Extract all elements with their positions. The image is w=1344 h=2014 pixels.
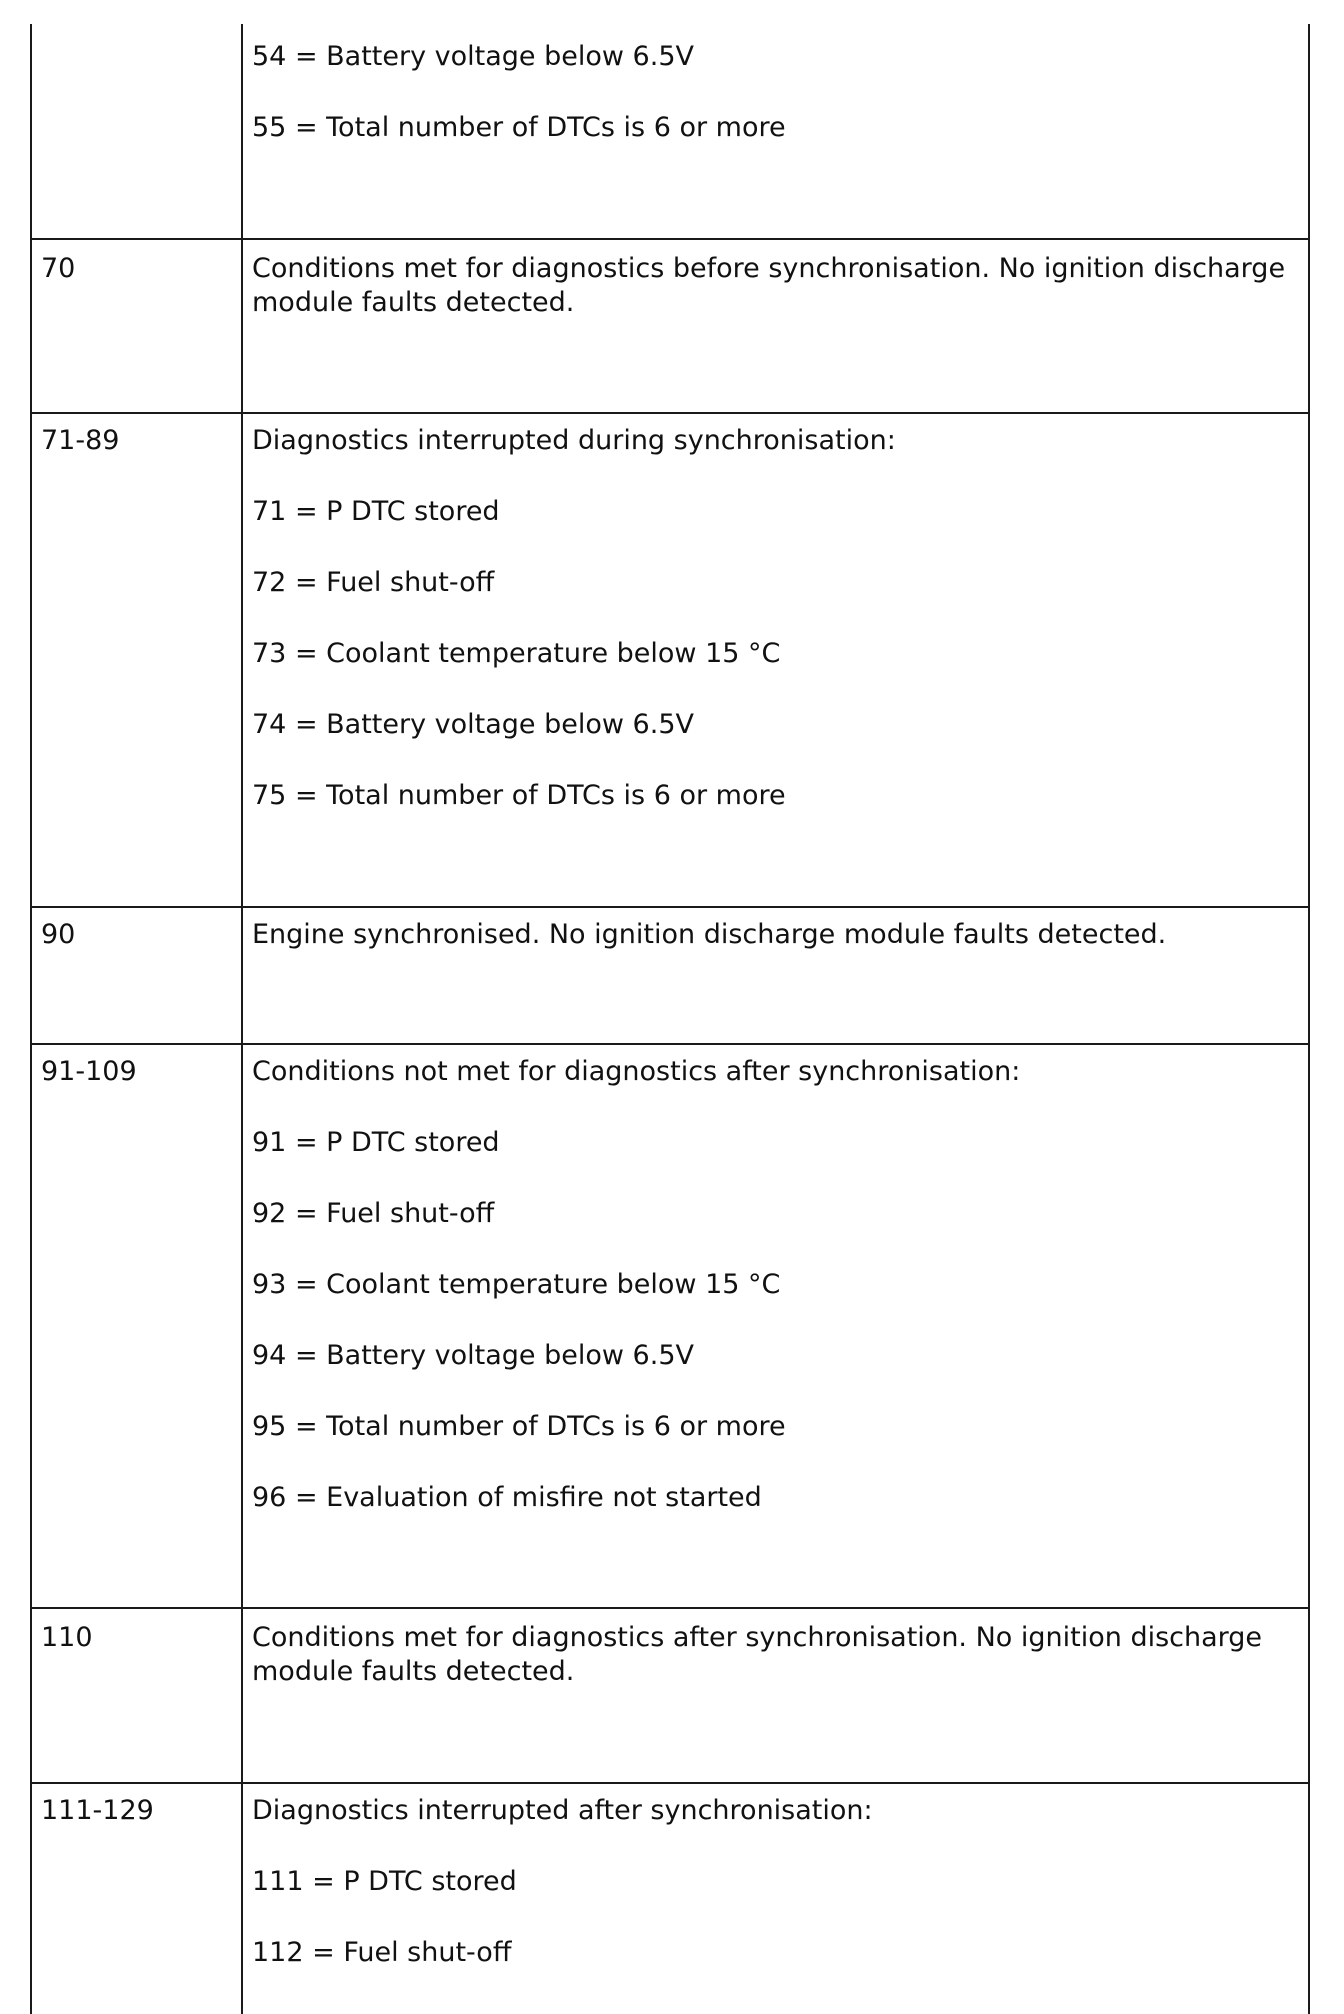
code-value: 110 xyxy=(41,1622,93,1653)
description-line: 54 = Battery voltage below 6.5V xyxy=(252,41,694,72)
description-line: 94 = Battery voltage below 6.5V xyxy=(252,1340,694,1371)
description-line: 71 = P DTC stored xyxy=(252,496,500,527)
code-value: 111-129 xyxy=(41,1795,154,1826)
description-line: 73 = Coolant temperature below 15 °C xyxy=(252,638,781,669)
description-cell xyxy=(242,413,1309,907)
description-line: Conditions met for diagnostics after synchronisation. No ignition discharge module faults detected. xyxy=(252,1622,1263,1687)
description-cell xyxy=(242,24,1309,239)
description-line: Conditions not met for diagnostics after synchronisation: xyxy=(252,1056,1021,1087)
code-cell xyxy=(31,239,242,413)
description-cell xyxy=(242,239,1309,413)
description-line: 111 = P DTC stored xyxy=(252,1866,517,1897)
description-line: 72 = Fuel shut-off xyxy=(252,567,495,598)
description-cell xyxy=(242,907,1309,1044)
code-cell xyxy=(31,907,242,1044)
description-line: Conditions met for diagnostics before synchronisation. No ignition discharge module faults detected. xyxy=(252,253,1286,318)
table-row xyxy=(31,1783,1309,2014)
table-row xyxy=(31,239,1309,413)
code-value: 71-89 xyxy=(41,425,120,456)
code-value: 70 xyxy=(41,253,76,284)
table-row xyxy=(31,413,1309,907)
description-line: Engine synchronised. No ignition discharge module faults detected. xyxy=(252,919,1167,950)
description-cell xyxy=(242,1783,1309,2014)
code-value: 90 xyxy=(41,919,76,950)
description-line: 93 = Coolant temperature below 15 °C xyxy=(252,1269,781,1300)
code-cell xyxy=(31,1608,242,1783)
description-line: Diagnostics interrupted after synchronisation: xyxy=(252,1795,873,1826)
description-cell xyxy=(242,1608,1309,1783)
description-line: 96 = Evaluation of misfire not started xyxy=(252,1482,762,1513)
description-line: 95 = Total number of DTCs is 6 or more xyxy=(252,1411,786,1442)
table-row xyxy=(31,1608,1309,1783)
description-line: 92 = Fuel shut-off xyxy=(252,1198,495,1229)
code-cell xyxy=(31,24,242,239)
table-row xyxy=(31,907,1309,1044)
description-line: 74 = Battery voltage below 6.5V xyxy=(252,709,694,740)
code-cell xyxy=(31,1783,242,2014)
code-value: 91-109 xyxy=(41,1056,137,1087)
description-line: 91 = P DTC stored xyxy=(252,1127,500,1158)
description-cell xyxy=(242,1044,1309,1608)
code-cell xyxy=(31,413,242,907)
code-cell xyxy=(31,1044,242,1608)
table-row xyxy=(31,24,1309,239)
diagnostic-code-table xyxy=(30,24,1310,2014)
description-line: 75 = Total number of DTCs is 6 or more xyxy=(252,780,786,811)
description-line: Diagnostics interrupted during synchronisation: xyxy=(252,425,896,456)
description-line: 112 = Fuel shut-off xyxy=(252,1937,512,1968)
table-row xyxy=(31,1044,1309,1608)
description-line: 55 = Total number of DTCs is 6 or more xyxy=(252,112,786,143)
